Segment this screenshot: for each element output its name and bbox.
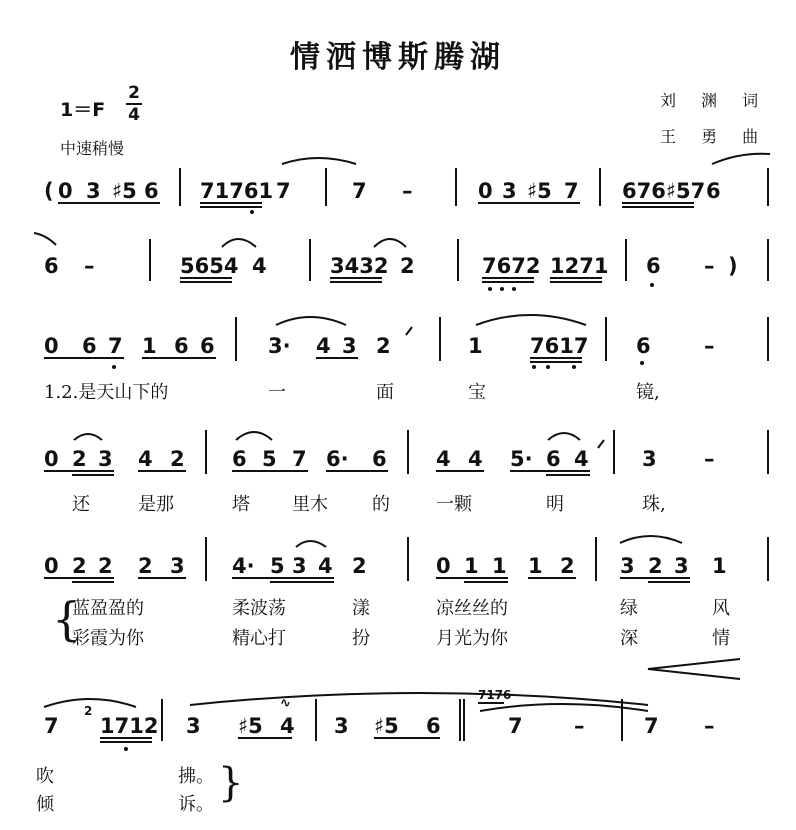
lyric: 漾	[352, 598, 370, 619]
note: 0	[44, 554, 59, 578]
note: –	[704, 714, 715, 738]
note: 2	[376, 334, 391, 358]
staff-row-4	[0, 418, 796, 488]
note: 3	[642, 447, 657, 471]
tempo-marking: 中速稍慢	[60, 139, 125, 158]
score-row-3	[0, 305, 796, 365]
note: 0	[436, 554, 451, 578]
note: )	[728, 254, 738, 278]
lyric: 风	[712, 598, 730, 619]
note: 6·	[326, 447, 349, 471]
note: 3	[674, 554, 689, 578]
slur	[620, 536, 682, 543]
slur	[236, 432, 272, 440]
note: 7	[352, 179, 367, 203]
score-row-2	[0, 225, 796, 285]
note: –	[574, 714, 585, 738]
lyrics-row-6b	[0, 790, 796, 816]
note: 3	[86, 179, 101, 203]
dot	[650, 283, 654, 287]
note: 1712	[100, 714, 159, 738]
score-row-4	[0, 418, 796, 478]
dot	[124, 747, 128, 751]
dot	[250, 210, 254, 214]
grace-note: 2	[84, 704, 93, 718]
dot	[546, 365, 550, 369]
note: –	[402, 179, 413, 203]
lyric: 1.2.是天山下的	[44, 382, 169, 403]
note: 0	[44, 334, 59, 358]
note: 6	[646, 254, 661, 278]
note: 71761	[200, 179, 274, 203]
note: –	[704, 254, 715, 278]
composer-credit: 王 勇 曲	[660, 127, 769, 146]
note: 2	[170, 447, 185, 471]
note: 3	[502, 179, 517, 203]
tie	[282, 158, 356, 164]
mordent-icon: ∿	[280, 696, 291, 711]
lyric: 一	[268, 382, 286, 403]
lyric: 吹	[36, 766, 54, 787]
note: 7	[564, 179, 579, 203]
breath-mark	[598, 440, 604, 448]
dot	[488, 287, 492, 291]
dot	[532, 365, 536, 369]
note: 3	[342, 334, 357, 358]
note: 2	[560, 554, 575, 578]
note: 7	[108, 334, 123, 358]
note: 7	[644, 714, 659, 738]
lyrics-row-6a	[0, 762, 796, 788]
lyric: 情	[712, 628, 730, 649]
lyric: 拂。	[178, 766, 214, 787]
grace-note: 7176	[478, 688, 512, 702]
lyric: 一颗	[436, 494, 472, 515]
dot	[112, 365, 116, 369]
note: 4	[138, 447, 153, 471]
staff-row-3	[0, 305, 796, 375]
key-signature	[60, 95, 105, 122]
lyric: 镜,	[636, 382, 660, 403]
note: –	[704, 447, 715, 471]
note: 3	[170, 554, 185, 578]
note: 6	[44, 254, 59, 278]
lyric: 面	[376, 382, 394, 403]
note: 7	[44, 714, 59, 738]
lyric: 凉丝丝的	[436, 598, 508, 619]
note: 6	[636, 334, 651, 358]
note: (	[44, 179, 54, 203]
note: 6	[426, 714, 441, 738]
key-label: 1＝F	[60, 99, 106, 121]
slur	[476, 315, 586, 325]
staff-row-2	[0, 225, 796, 295]
lyric: 绿	[620, 598, 638, 619]
lyrics-row-5b	[0, 624, 796, 650]
lyric: 深	[620, 628, 638, 649]
note: 4	[252, 254, 267, 278]
lyric: 诉。	[178, 794, 214, 815]
note: 4	[574, 447, 589, 471]
note: 7	[276, 179, 291, 203]
diminuendo-mark	[640, 655, 760, 685]
slur	[296, 541, 326, 547]
note: 6	[706, 179, 721, 203]
staff-row-6	[0, 685, 796, 765]
note: 2	[138, 554, 153, 578]
slur	[190, 693, 648, 705]
note: 4	[280, 714, 295, 738]
note: 1271	[550, 254, 609, 278]
note: –	[84, 254, 95, 278]
note: –	[704, 334, 715, 358]
note: 5·	[510, 447, 533, 471]
tie	[34, 233, 56, 245]
note: 3	[620, 554, 635, 578]
lyric: 精心打	[232, 628, 286, 649]
score-row-5	[0, 525, 796, 585]
lyric: 明	[546, 494, 564, 515]
note: 6	[200, 334, 215, 358]
lyric: 宝	[468, 382, 486, 403]
lyrics-row-3	[0, 378, 796, 404]
slur	[276, 317, 346, 325]
note: 0	[58, 179, 73, 203]
lyricist-credit: 刘 渊 词	[660, 91, 769, 110]
lyric: 塔	[232, 494, 250, 515]
note: 2	[400, 254, 415, 278]
note: 2	[98, 554, 113, 578]
note: 6	[232, 447, 247, 471]
note: 1	[464, 554, 479, 578]
note: 7617	[530, 334, 589, 358]
time-signature	[126, 84, 142, 124]
lyric: 柔波荡	[232, 598, 286, 619]
lyric: 里木	[292, 494, 328, 515]
note: 3	[292, 554, 307, 578]
dot	[640, 361, 644, 365]
lyric: 是那	[138, 494, 174, 515]
lyric: 珠,	[642, 494, 666, 515]
note: 4	[316, 334, 331, 358]
lyric: 的	[372, 494, 390, 515]
staff-row-1	[0, 150, 796, 220]
verse-brace: {	[52, 592, 82, 646]
note: 3432	[330, 254, 389, 278]
lyric: 蓝盈盈的	[72, 598, 144, 619]
tie	[712, 154, 770, 164]
note: 5	[270, 554, 285, 578]
note: 0	[478, 179, 493, 203]
note: 5654	[180, 254, 239, 278]
note: 6	[372, 447, 387, 471]
note: 1	[492, 554, 507, 578]
note: 4	[318, 554, 333, 578]
lyrics-row-4	[0, 490, 796, 516]
hairpin	[648, 659, 740, 679]
song-title: 情洒博斯腾湖	[290, 40, 506, 75]
breath-mark	[406, 327, 412, 335]
note: ♯5	[374, 714, 399, 738]
note: 0	[44, 447, 59, 471]
note: 2	[352, 554, 367, 578]
lyric: 倾	[36, 794, 54, 815]
tie	[374, 239, 406, 247]
note: 6	[546, 447, 561, 471]
note: 2	[72, 447, 87, 471]
note: 2	[72, 554, 87, 578]
note: 3·	[268, 334, 291, 358]
score-row-6	[0, 685, 796, 745]
note: 6	[174, 334, 189, 358]
note: 3	[186, 714, 201, 738]
time-signature-top: 2	[128, 83, 140, 103]
staff-row-5	[0, 525, 796, 595]
note: ♯5	[112, 179, 137, 203]
note: 7672	[482, 254, 541, 278]
note: 4·	[232, 554, 255, 578]
note: 3	[98, 447, 113, 471]
note: ♯5	[527, 179, 552, 203]
note: 1	[528, 554, 543, 578]
verse-brace-close: }	[218, 760, 244, 806]
lyric: 扮	[352, 628, 370, 649]
note: 2	[648, 554, 663, 578]
note: 4	[468, 447, 483, 471]
lyrics-row-5a	[0, 594, 796, 620]
note: 7	[508, 714, 523, 738]
dot	[572, 365, 576, 369]
note: 676♯57	[622, 179, 706, 203]
lyric: 月光为你	[436, 628, 508, 649]
note: ♯5	[238, 714, 263, 738]
lyric: 还	[72, 494, 90, 515]
note: 1	[142, 334, 157, 358]
slur	[548, 433, 580, 440]
note: 7	[292, 447, 307, 471]
score-row-1	[0, 150, 796, 210]
note: 1	[712, 554, 727, 578]
dot	[500, 287, 504, 291]
note: 6	[144, 179, 159, 203]
note: 1	[468, 334, 483, 358]
dot	[512, 287, 516, 291]
note: 4	[436, 447, 451, 471]
slur	[74, 434, 102, 440]
time-signature-bottom: 4	[128, 105, 140, 125]
note: 6	[82, 334, 97, 358]
note: 5	[262, 447, 277, 471]
lyric: 彩霞为你	[72, 628, 144, 649]
note: 3	[334, 714, 349, 738]
tie	[222, 239, 256, 247]
